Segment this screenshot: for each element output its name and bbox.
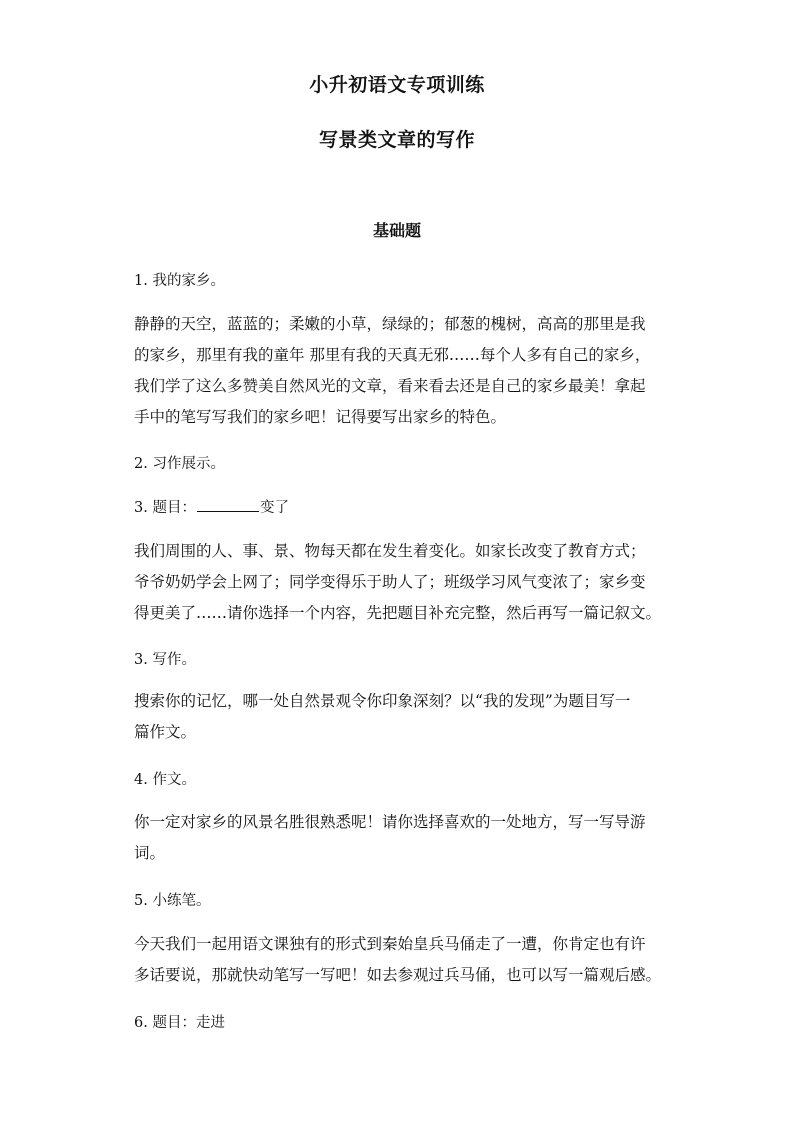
question-3-label-prefix: 3. 题目： (134, 500, 196, 516)
question-2-label: 2. 习作展示。 (134, 456, 225, 472)
question-1-label: 1. 我的家乡。 (134, 273, 225, 289)
document-title: 小升初语文专项训练 (309, 74, 485, 96)
question-5-label: 5. 小练笔。 (134, 893, 211, 909)
question-3-body: 我们周围的人、事、景、物每天都在发生着变化。如家长改变了教育方式； 爷爷奶奶学会上网了；同学变得乐于助人了；班级学习风气变浓了；家乡变 得更美了……请你选择一个内容，先把题目补充完整，然后再写一篇记叙文。 (134, 542, 662, 622)
question-3-label (134, 496, 289, 517)
question-writing-label: 3. 写作。 (134, 652, 196, 668)
question-writing-body: 搜索你的记忆，哪一处自然景观令你印象深刻？以“我的发现”为题目写一 篇作文。 (134, 692, 631, 741)
question-4-body: 你一定对家乡的风景名胜很熟悉呢！请你选择喜欢的一处地方，写一写导游 词。 (134, 813, 646, 862)
section-heading: 基础题 (372, 221, 421, 240)
question-6-label: 6. 题目：走进 (134, 1015, 225, 1031)
question-5-body: 今天我们一起用语文课独有的形式到秦始皇兵马俑走了一遭，你肯定也有许 多话要说，那就快动笔写一写吧！如去参观过兵马俑，也可以写一篇观后感。 (134, 935, 662, 984)
question-1-body: 静静的天空，蓝蓝的；柔嫩的小草，绿绿的；郁葱的槐树，高高的那里是我 的家乡，那里有我的童年 那里有我的天真无邪……每个人多有自己的家乡， 我们学了这么多赞美自然风光的文章，看来看去还是自己的家乡最美！拿起 手中的笔写写我们的家乡吧！记得要写出家乡的特色。 (134, 315, 651, 426)
answer-blank (197, 499, 259, 512)
question-3-label-suffix: 变了 (259, 500, 289, 516)
question-4-label: 4. 作文。 (134, 772, 196, 788)
document-subtitle: 写景类文章的写作 (318, 129, 475, 151)
